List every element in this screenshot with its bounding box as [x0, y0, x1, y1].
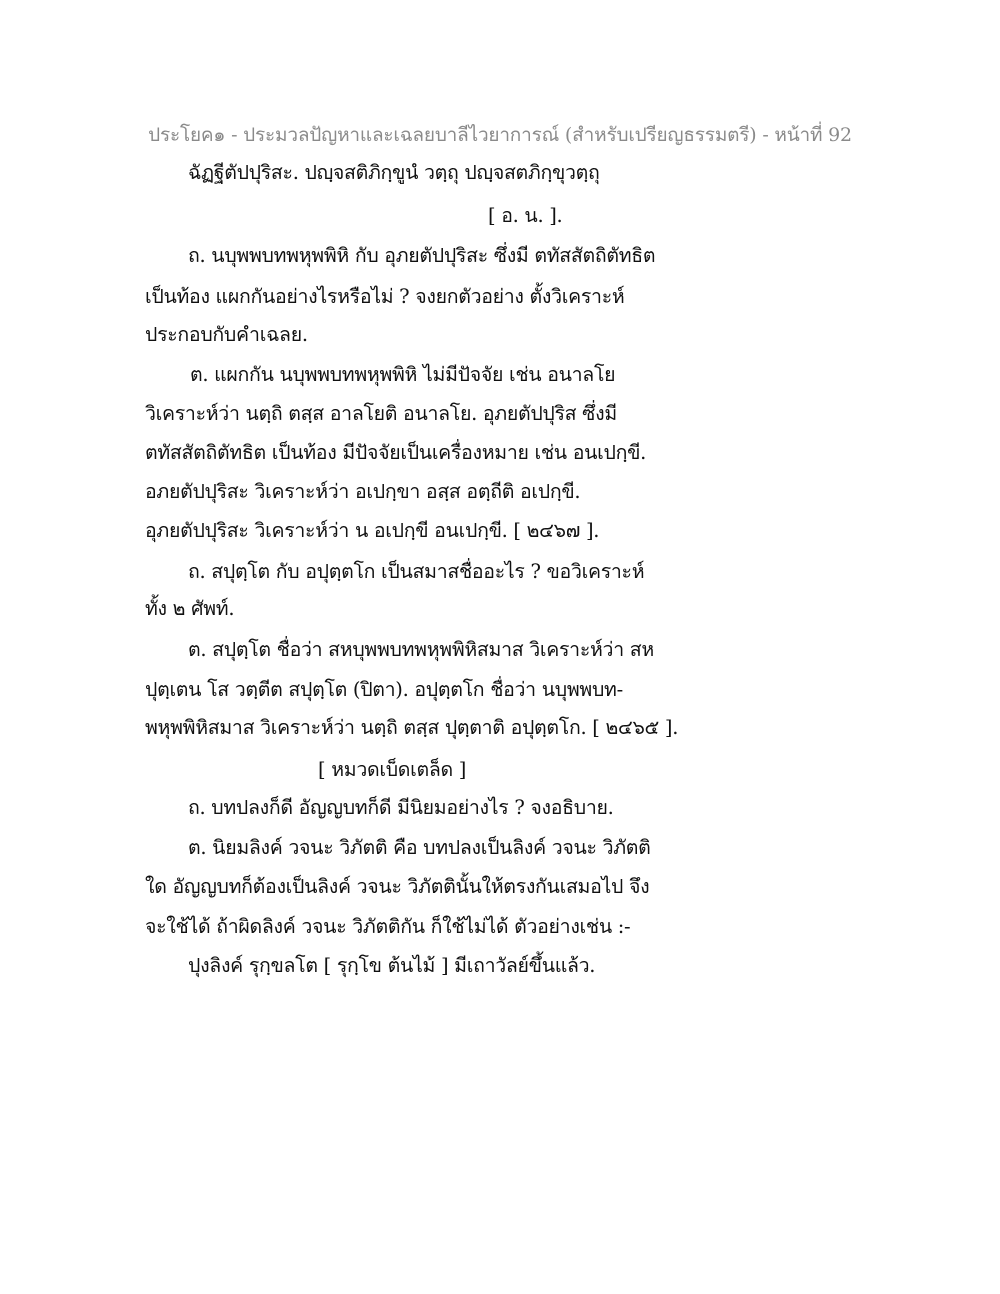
question-line: ถ. สปุตฺโต กับ อปุตฺตโก เป็นสมาสชื่ออะไร ? ขอวิเคราะห์: [188, 560, 645, 583]
answer-line: ต. สปุตฺโต ชื่อว่า สหบุพพบทพหุพพิหิสมาส วิเคราะห์ว่า สห: [188, 638, 654, 661]
question-line: ถ. นบุพพบทพหุพพิหิ กับ อุภยตัปปุริสะ ซึ่งมี ตทัสสัตถิตัทธิต: [188, 244, 656, 267]
text-line: ฉัฏฐีตัปปุริสะ. ปญฺจสติภิกฺขูนํ วตฺถุ ปญฺจสตภิกฺขุวตฺถุ: [188, 161, 600, 184]
text-line: ปุตฺเตน โส วตฺตีต สปุตฺโต (ปิตา). อปุตฺตโก ชื่อว่า นบุพพบท-: [145, 678, 623, 701]
text-line: เป็นท้อง แผกกันอย่างไรหรือไม่ ? จงยกตัวอย่าง ตั้งวิเคราะห์: [145, 285, 625, 308]
text-line: ปุงลิงค์ รุกฺขลโต [ รุกฺโข ต้นไม้ ] มีเถาวัลย์ขึ้นแล้ว.: [188, 954, 596, 977]
text-line: จะใช้ได้ ถ้าผิดลิงค์ วจนะ วิภัตติกัน ก็ใช้ไม่ได้ ตัวอย่างเช่น :-: [145, 915, 631, 938]
text-line: พหุพพิหิสมาส วิเคราะห์ว่า นตฺถิ ตสฺส ปุตฺตาติ อปุตฺตโก. [ ๒๔๖๕ ].: [145, 716, 679, 739]
answer-line: ต. นิยมลิงค์ วจนะ วิภัตติ คือ บทปลงเป็นลิงค์ วจนะ วิภัตติ: [188, 836, 651, 859]
text-line: วิเคราะห์ว่า นตฺถิ ตสฺส อาลโยติ อนาลโย. อุภยตัปปุริส ซึ่งมี: [145, 402, 617, 425]
text-line: ใด อัญญบทก็ต้องเป็นลิงค์ วจนะ วิภัตตินั้นให้ตรงกันเสมอไป จึง: [145, 875, 650, 898]
question-line: ถ. บทปลงก็ดี อัญญบทก็ดี มีนิยมอย่างไร ? จงอธิบาย.: [188, 796, 614, 819]
section-heading: [ หมวดเบ็ดเตล็ด ]: [318, 758, 467, 781]
text-line: อภยตัปปุริสะ วิเคราะห์ว่า อเปกฺขา อสฺส อตฺถีติ อเปกฺขี.: [145, 480, 581, 503]
text-line: อุภยตัปปุริสะ วิเคราะห์ว่า น อเปกฺขี อนเปกฺขี. [ ๒๔๖๗ ].: [145, 519, 600, 542]
citation-line: [ อ. น. ].: [488, 204, 563, 227]
text-line: ทั้ง ๒ ศัพท์.: [145, 597, 235, 620]
text-line: ตทัสสัตถิตัทธิต เป็นท้อง มีปัจจัยเป็นเครื่องหมาย เช่น อนเปกฺขี.: [145, 441, 647, 464]
running-header: ประโยค๑ - ประมวลปัญหาและเฉลยบาลีไวยาการณ์ (สำหรับเปรียญธรรมตรี) - หน้าที่ 92: [148, 124, 852, 146]
answer-line: ต. แผกกัน นบุพพบทพหุพพิหิ ไม่มีปัจจัย เช่น อนาลโย: [190, 363, 616, 386]
text-line: ประกอบกับคำเฉลย.: [145, 323, 308, 346]
